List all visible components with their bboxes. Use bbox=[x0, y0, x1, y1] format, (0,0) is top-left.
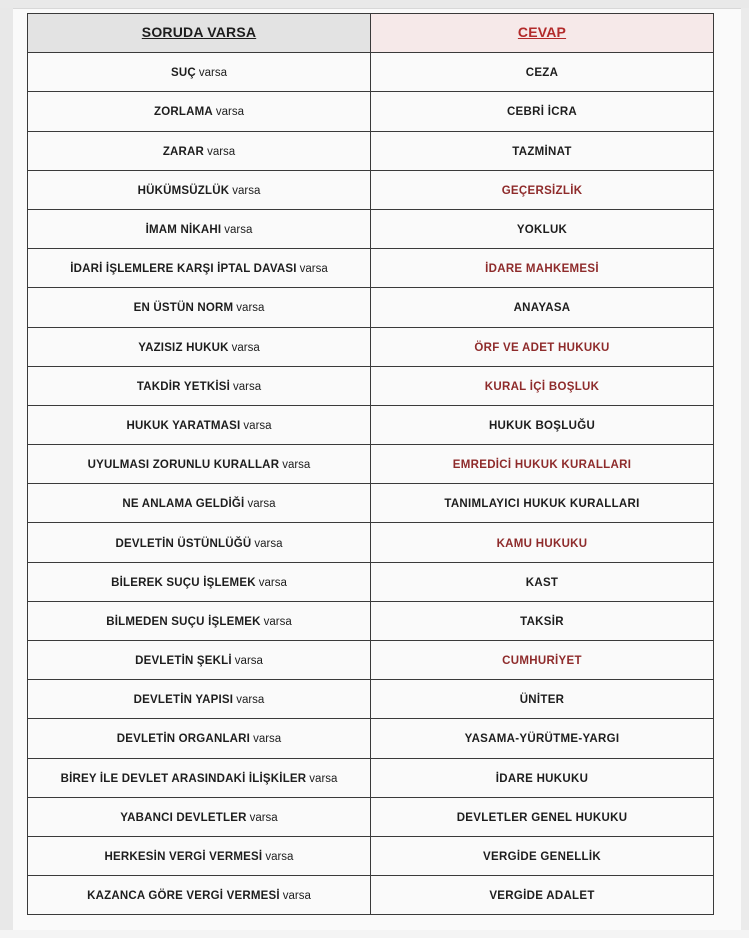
answer-cell bbox=[371, 131, 714, 170]
question-cell bbox=[28, 405, 371, 444]
answer-text: VERGİDE ADALET bbox=[489, 890, 595, 903]
answer-text: ANAYASA bbox=[513, 302, 571, 315]
answer-cell bbox=[371, 562, 714, 601]
answer-cell bbox=[371, 92, 714, 131]
question-suffix: varsa bbox=[234, 655, 263, 668]
question-column-header bbox=[28, 14, 371, 53]
answer-text: VERGİDE GENELLİK bbox=[483, 851, 601, 864]
question-keyword: UYULMASI ZORUNLU KURALLAR bbox=[87, 459, 280, 472]
right-border bbox=[741, 8, 749, 938]
answer-cell bbox=[371, 170, 714, 209]
answer-cell bbox=[371, 405, 714, 444]
question-cell bbox=[28, 131, 371, 170]
question-keyword: İDARİ İŞLEMLERE KARŞI İPTAL DAVASI bbox=[70, 263, 297, 276]
answer-text: CEZA bbox=[525, 67, 559, 80]
answer-cell bbox=[371, 288, 714, 327]
question-suffix: varsa bbox=[299, 263, 328, 276]
table-row bbox=[28, 680, 714, 719]
question-suffix: varsa bbox=[253, 733, 282, 746]
answer-cell bbox=[371, 641, 714, 680]
question-cell bbox=[28, 601, 371, 640]
question-cell bbox=[28, 92, 371, 131]
table-row bbox=[28, 288, 714, 327]
question-suffix: varsa bbox=[282, 459, 311, 472]
table-row bbox=[28, 719, 714, 758]
question-cell bbox=[28, 719, 371, 758]
table-row bbox=[28, 92, 714, 131]
answer-cell bbox=[371, 836, 714, 875]
question-keyword: HÜKÜMSÜZLÜK bbox=[137, 184, 230, 197]
question-suffix: varsa bbox=[247, 498, 276, 511]
answer-cell bbox=[371, 366, 714, 405]
answer-text: HUKUK BOŞLUĞU bbox=[488, 419, 596, 432]
question-cell bbox=[28, 523, 371, 562]
table-row bbox=[28, 758, 714, 797]
answer-cell bbox=[371, 719, 714, 758]
question-cell bbox=[28, 836, 371, 875]
answer-cell bbox=[371, 680, 714, 719]
answer-text: TAKSİR bbox=[520, 615, 564, 628]
question-suffix: varsa bbox=[254, 537, 283, 550]
answer-cell bbox=[371, 327, 714, 366]
answer-text: TANIMLAYICI HUKUK KURALLARI bbox=[444, 498, 640, 511]
question-keyword: ZARAR bbox=[162, 145, 205, 158]
answer-text: DEVLETLER GENEL HUKUKU bbox=[456, 811, 628, 824]
table-row bbox=[28, 601, 714, 640]
table-body bbox=[28, 53, 714, 915]
table-row bbox=[28, 523, 714, 562]
question-cell bbox=[28, 288, 371, 327]
question-suffix: varsa bbox=[236, 302, 265, 315]
question-cell bbox=[28, 876, 371, 915]
answer-cell bbox=[371, 758, 714, 797]
answer-cell bbox=[371, 601, 714, 640]
table-row bbox=[28, 170, 714, 209]
answer-cell bbox=[371, 53, 714, 92]
left-border bbox=[0, 8, 13, 938]
answer-text: KAMU HUKUKU bbox=[496, 537, 588, 550]
bottom-edge bbox=[0, 930, 749, 938]
answer-cell bbox=[371, 797, 714, 836]
question-keyword: TAKDİR YETKİSİ bbox=[136, 380, 230, 393]
question-cell bbox=[28, 53, 371, 92]
table-row bbox=[28, 836, 714, 875]
question-cell bbox=[28, 680, 371, 719]
question-cell bbox=[28, 366, 371, 405]
question-keyword: BİREY İLE DEVLET ARASINDAKİ İLİŞKİLER bbox=[60, 772, 307, 785]
question-keyword: NE ANLAMA GELDİĞİ bbox=[122, 498, 245, 511]
question-cell bbox=[28, 327, 371, 366]
question-suffix: varsa bbox=[232, 380, 262, 393]
answer-text: CEBRİ İCRA bbox=[506, 106, 578, 119]
table-row bbox=[28, 327, 714, 366]
table-row bbox=[28, 876, 714, 915]
question-keyword: HUKUK YARATMASI bbox=[126, 419, 241, 432]
question-cell bbox=[28, 445, 371, 484]
question-cell bbox=[28, 209, 371, 248]
question-keyword: EN ÜSTÜN NORM bbox=[133, 302, 234, 315]
table-row bbox=[28, 209, 714, 248]
question-keyword: DEVLETİN YAPISI bbox=[133, 694, 234, 707]
question-cell bbox=[28, 562, 371, 601]
answer-cell bbox=[371, 523, 714, 562]
question-suffix: varsa bbox=[207, 145, 236, 158]
question-keyword: KAZANCA GÖRE VERGİ VERMESİ bbox=[87, 890, 280, 903]
table-row bbox=[28, 484, 714, 523]
table-row bbox=[28, 53, 714, 92]
answer-text: YASAMA-YÜRÜTME-YARGI bbox=[464, 733, 620, 746]
answer-column-header bbox=[371, 14, 714, 53]
table-row bbox=[28, 405, 714, 444]
table-row bbox=[28, 249, 714, 288]
answer-text: ÖRF VE ADET HUKUKU bbox=[474, 341, 610, 354]
question-suffix: varsa bbox=[309, 772, 338, 785]
table-row bbox=[28, 366, 714, 405]
question-cell bbox=[28, 797, 371, 836]
question-suffix: varsa bbox=[282, 890, 311, 903]
question-suffix: varsa bbox=[263, 615, 292, 628]
answer-cell bbox=[371, 249, 714, 288]
question-keyword: YABANCI DEVLETLER bbox=[120, 811, 247, 824]
question-keyword: DEVLETİN ŞEKLİ bbox=[135, 655, 232, 668]
question-keyword: ZORLAMA bbox=[153, 106, 213, 119]
answer-text: İDARE MAHKEMESİ bbox=[485, 263, 599, 276]
question-keyword: BİLEREK SUÇU İŞLEMEK bbox=[111, 576, 256, 589]
question-column-header-label: SORUDA VARSA bbox=[141, 24, 257, 41]
answer-text: EMREDİCİ HUKUK KURALLARI bbox=[452, 459, 632, 472]
question-suffix: varsa bbox=[236, 694, 265, 707]
answer-column-header-label: CEVAP bbox=[517, 24, 567, 41]
question-suffix: varsa bbox=[258, 576, 287, 589]
question-cell bbox=[28, 758, 371, 797]
question-keyword: SUÇ bbox=[170, 67, 196, 80]
question-answer-table bbox=[27, 13, 714, 915]
table-header-row bbox=[28, 14, 714, 53]
answer-text: KAST bbox=[525, 576, 559, 589]
question-keyword: İMAM NİKAHI bbox=[145, 224, 222, 237]
answer-text: GEÇERSİZLİK bbox=[501, 184, 583, 197]
question-suffix: varsa bbox=[224, 224, 253, 237]
answer-text: TAZMİNAT bbox=[512, 145, 572, 158]
table-row bbox=[28, 641, 714, 680]
question-keyword: YAZISIZ HUKUK bbox=[138, 341, 229, 354]
table-row bbox=[28, 797, 714, 836]
question-suffix: varsa bbox=[243, 419, 272, 432]
answer-cell bbox=[371, 876, 714, 915]
answer-text: İDARE HUKUKU bbox=[495, 772, 589, 785]
question-cell bbox=[28, 641, 371, 680]
question-keyword: HERKESİN VERGİ VERMESİ bbox=[104, 851, 263, 864]
question-keyword: DEVLETİN ORGANLARI bbox=[116, 733, 251, 746]
question-suffix: varsa bbox=[249, 811, 278, 824]
question-suffix: varsa bbox=[231, 341, 260, 354]
question-suffix: varsa bbox=[232, 184, 261, 197]
question-cell bbox=[28, 484, 371, 523]
answer-cell bbox=[371, 209, 714, 248]
table-row bbox=[28, 445, 714, 484]
question-suffix: varsa bbox=[265, 851, 294, 864]
question-suffix: varsa bbox=[198, 67, 227, 80]
table-row bbox=[28, 131, 714, 170]
answer-cell bbox=[371, 484, 714, 523]
table-row bbox=[28, 562, 714, 601]
question-keyword: DEVLETİN ÜSTÜNLÜĞÜ bbox=[115, 537, 252, 550]
answer-text: YOKLUK bbox=[516, 224, 568, 237]
question-suffix: varsa bbox=[215, 106, 244, 119]
question-cell bbox=[28, 249, 371, 288]
question-cell bbox=[28, 170, 371, 209]
answer-cell bbox=[371, 445, 714, 484]
answer-text: CUMHURİYET bbox=[502, 655, 582, 668]
answer-text: KURAL İÇİ BOŞLUK bbox=[484, 380, 600, 393]
top-border bbox=[0, 0, 749, 9]
question-keyword: BİLMEDEN SUÇU İŞLEMEK bbox=[106, 615, 261, 628]
answer-text: ÜNİTER bbox=[519, 694, 565, 707]
